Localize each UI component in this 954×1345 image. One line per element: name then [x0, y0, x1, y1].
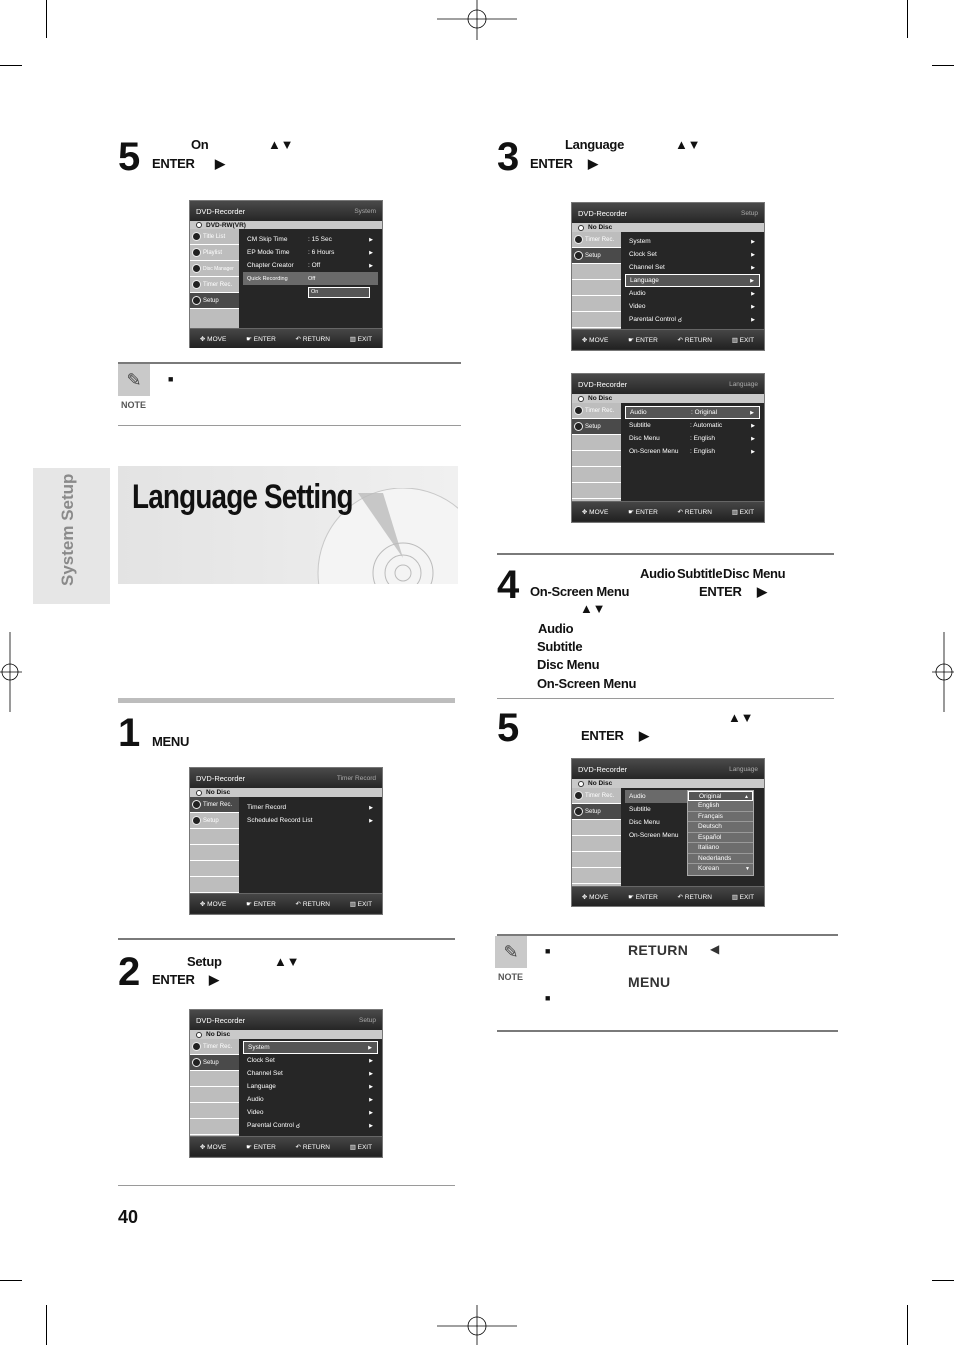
disc-status: No Disc [206, 1031, 231, 1038]
crop-mark [932, 1280, 954, 1281]
list-item: On-Screen Menu [537, 676, 637, 691]
language-option: Italiano [688, 843, 753, 854]
osd-row-selected: Audio [625, 790, 689, 803]
registration-mark [437, 1305, 517, 1345]
osd-footer-return: ↶ RETURN [677, 508, 712, 516]
divider [118, 425, 461, 426]
scroll-up-icon: ▲ [744, 794, 749, 800]
osd-footer-enter: ☛ ENTER [628, 893, 658, 901]
scroll-down-icon: ▼ [745, 866, 750, 872]
osd-side-item: Timer Rec. [572, 403, 621, 419]
lock-icon: ☌ [295, 1122, 301, 1130]
divider [118, 698, 455, 703]
keyword: ENTER [152, 972, 195, 987]
osd-footer-enter: ☛ ENTER [246, 335, 276, 343]
right-arrow-icon: ▶ [639, 728, 649, 743]
osd-side-item: Disc Manager [190, 261, 239, 277]
osd-row-selected: Quick Recording Off [243, 272, 378, 285]
disc-status: No Disc [588, 224, 613, 231]
disc-icon [578, 396, 584, 402]
section-banner [118, 466, 458, 584]
osd-row: On-Screen Menu [629, 832, 679, 839]
list-item: Disc Menu [537, 657, 600, 672]
registration-mark [437, 0, 517, 40]
disc-status: No Disc [588, 395, 613, 402]
osd-side-item [572, 296, 621, 312]
language-option: Français [688, 812, 753, 823]
osd-footer-return: ↶ RETURN [295, 335, 330, 343]
osd-row: On-Screen Menu : English ▶ [629, 448, 755, 455]
osd-setup-screen [571, 202, 765, 351]
keyword: Audio [640, 566, 676, 581]
osd-side-item [572, 451, 621, 467]
language-option: English [688, 801, 753, 812]
timer-icon [192, 800, 201, 809]
language-option: Nederlands [688, 854, 753, 865]
osd-footer-return: ↶ RETURN [677, 336, 712, 344]
osd-side-item-active: Setup [190, 293, 239, 309]
osd-footer-return: ↶ RETURN [295, 900, 330, 908]
keyword-menu: MENU [628, 974, 671, 990]
keyword: Disc Menu [723, 566, 786, 581]
disc-status: No Disc [588, 780, 613, 787]
osd-language-options-screen [571, 758, 765, 907]
osd-side-item [572, 820, 621, 836]
crop-mark [0, 65, 22, 66]
timer-icon [574, 235, 583, 244]
lock-icon: ☌ [677, 316, 683, 324]
osd-row: Parental Control ☌ ▶ [247, 1122, 373, 1130]
osd-footer-exit: ▥ EXIT [731, 508, 755, 516]
osd-side-item: Timer Rec. [572, 788, 621, 804]
sidebar-tab [33, 468, 110, 604]
gear-icon [574, 807, 583, 816]
crop-mark [932, 65, 954, 66]
osd-row: Video ▶ [247, 1109, 373, 1116]
keyword: On-Screen Menu [530, 584, 630, 599]
keyword: MENU [152, 734, 190, 749]
osd-row-selected: Audio : Original ▶ [625, 406, 760, 419]
keyword: On [191, 137, 209, 152]
keyword: Setup [187, 954, 222, 969]
osd-setup-screen [189, 1009, 383, 1158]
osd-row: System ▶ [629, 238, 755, 245]
crop-mark [0, 1280, 22, 1281]
divider [497, 553, 834, 555]
crop-mark [46, 0, 47, 38]
osd-footer-exit: ▥ EXIT [349, 335, 373, 343]
note-label: NOTE [121, 400, 147, 410]
osd-side-item [572, 280, 621, 296]
osd-footer-return: ↶ RETURN [677, 893, 712, 901]
language-options-list [687, 790, 754, 876]
note-bullet: ■ [168, 374, 174, 384]
osd-footer-move: ✥ MOVE [199, 1143, 227, 1151]
arrow-keys-icon: ▲▼ [675, 137, 701, 152]
osd-footer-exit: ▥ EXIT [731, 893, 755, 901]
list-item: Audio [538, 621, 574, 636]
osd-row: Disc Menu [629, 819, 660, 826]
disc-status: No Disc [206, 789, 231, 796]
crop-mark [46, 1305, 47, 1345]
step-number: 5 [497, 706, 519, 750]
osd-side-item [190, 829, 239, 845]
osd-side-item [572, 467, 621, 483]
osd-footer-return: ↶ RETURN [295, 1143, 330, 1151]
osd-side-item [572, 483, 621, 499]
divider [497, 934, 838, 936]
title-list-icon [192, 232, 201, 241]
step-number: 3 [497, 135, 519, 179]
osd-footer-move: ✥ MOVE [581, 508, 609, 516]
osd-footer-enter: ☛ ENTER [628, 336, 658, 344]
osd-row: Scheduled Record List ▶ [247, 817, 373, 824]
osd-row-selected: Language ▶ [625, 274, 760, 287]
right-arrow-icon: ▶ [209, 972, 219, 987]
keyword: ENTER [581, 728, 624, 743]
osd-side-item [190, 861, 239, 877]
osd-row: Timer Record ▶ [247, 804, 373, 811]
keyword: ENTER [152, 156, 195, 171]
osd-row: Clock Set ▶ [629, 251, 755, 258]
osd-title: DVD-Recorder [578, 379, 628, 389]
keyword: ENTER [699, 584, 742, 599]
osd-side-item: Timer Rec. [190, 1039, 239, 1055]
osd-side-item [572, 852, 621, 868]
gear-icon [192, 816, 201, 825]
osd-row: Audio ▶ [629, 290, 755, 297]
osd-side-item: Timer Rec. [572, 232, 621, 248]
osd-footer-exit: ▥ EXIT [731, 336, 755, 344]
osd-side-item-active: Setup [572, 248, 621, 264]
arrow-keys-icon: ▲▼ [580, 601, 606, 616]
osd-footer-move: ✥ MOVE [199, 900, 227, 908]
step-number: 4 [497, 563, 519, 607]
osd-side-item [572, 312, 621, 328]
osd-side-item-active: Timer Rec. [190, 797, 239, 813]
disc-status: DVD-RW(VR) [206, 221, 246, 229]
osd-row: Parental Control ☌ ▶ [629, 316, 755, 324]
osd-footer-move: ✥ MOVE [581, 893, 609, 901]
osd-row: Chapter Creator : Off ▶ [247, 262, 373, 269]
osd-title: DVD-Recorder [196, 206, 246, 216]
right-arrow-icon: ▶ [757, 584, 767, 599]
osd-title: DVD-Recorder [196, 773, 246, 783]
osd-side-item [572, 435, 621, 451]
osd-side-item [572, 868, 621, 884]
arrow-keys-icon: ▲▼ [274, 954, 300, 969]
sidebar-tab-label: System Setup [58, 473, 77, 586]
timer-icon [574, 406, 583, 415]
osd-row: CM Skip Time : 15 Sec ▶ [247, 236, 373, 243]
language-option-selected: Original ▲ [688, 791, 753, 801]
osd-side-item: Setup [190, 813, 239, 829]
osd-menu-name: System [354, 207, 376, 215]
gear-icon [192, 1058, 201, 1067]
osd-side-item: Timer Rec. [190, 277, 239, 293]
gear-icon [192, 296, 201, 305]
osd-row: Subtitle : Automatic ▶ [629, 422, 755, 429]
osd-footer-exit: ▥ EXIT [349, 1143, 373, 1151]
language-option: Deutsch [688, 822, 753, 833]
note-label: NOTE [498, 972, 524, 982]
page-number: 40 [118, 1207, 139, 1227]
divider [118, 1185, 455, 1186]
timer-icon [574, 791, 583, 800]
divider [118, 362, 461, 364]
osd-title: DVD-Recorder [578, 208, 628, 218]
osd-row: Subtitle [629, 806, 651, 813]
step-number: 2 [118, 950, 140, 994]
osd-footer-enter: ☛ ENTER [246, 900, 276, 908]
registration-mark [0, 632, 22, 712]
disc-icon [196, 790, 202, 796]
osd-option-on: On [308, 287, 370, 298]
divider [497, 698, 834, 699]
osd-side-item-active: Setup [572, 419, 621, 435]
osd-menu-name: Language [729, 380, 758, 388]
note-bullet: ■ [545, 993, 551, 1003]
osd-menu-name: Setup [741, 209, 758, 217]
note-bullet: ■ [545, 946, 551, 956]
page-title: Language Setting [132, 478, 353, 516]
left-arrow-icon: ◀ [710, 942, 720, 956]
timer-icon [192, 1042, 201, 1051]
osd-side-item [572, 836, 621, 852]
osd-menu-name: Setup [359, 1016, 376, 1024]
osd-row: Audio ▶ [247, 1096, 373, 1103]
timer-icon [192, 280, 201, 289]
osd-side-item [572, 264, 621, 280]
osd-row: Disc Menu : English ▶ [629, 435, 755, 442]
arrow-keys-icon: ▲▼ [728, 710, 754, 725]
divider [497, 1030, 838, 1032]
disc-icon [196, 222, 202, 228]
crop-mark [907, 1305, 908, 1345]
osd-side-item [190, 1087, 239, 1103]
gear-icon [574, 251, 583, 260]
right-arrow-icon: ▶ [215, 156, 225, 171]
osd-side-item-active: Setup [572, 804, 621, 820]
osd-title: DVD-Recorder [196, 1015, 246, 1025]
osd-row-selected: System ▶ [243, 1041, 378, 1054]
osd-footer-exit: ▥ EXIT [349, 900, 373, 908]
osd-side-item [190, 845, 239, 861]
osd-side-item: Playlist [190, 245, 239, 261]
osd-menu-name: Language [729, 765, 758, 773]
disc-icon [578, 781, 584, 787]
osd-system-screen [189, 200, 383, 348]
divider [118, 938, 455, 940]
osd-footer-enter: ☛ ENTER [628, 508, 658, 516]
osd-side-item-active: Setup [190, 1055, 239, 1071]
keyword-return: RETURN [628, 942, 689, 958]
osd-title: DVD-Recorder [578, 764, 628, 774]
osd-language-screen [571, 373, 765, 523]
gear-icon [574, 422, 583, 431]
step-number: 5 [118, 135, 140, 179]
osd-side-item [190, 1103, 239, 1119]
disc-icon [578, 225, 584, 231]
list-item: Subtitle [537, 639, 583, 654]
osd-footer-move: ✥ MOVE [199, 335, 227, 343]
pencil-icon: ✎ [495, 936, 527, 968]
registration-mark [932, 632, 954, 712]
osd-side-item: Title List [190, 229, 239, 245]
osd-side-item [190, 1071, 239, 1087]
osd-row: Clock Set ▶ [247, 1057, 373, 1064]
playlist-icon [192, 248, 201, 257]
osd-row: Language ▶ [247, 1083, 373, 1090]
disc-manager-icon [192, 264, 201, 273]
pencil-icon: ✎ [118, 364, 150, 396]
language-option: Español [688, 833, 753, 844]
keyword: Subtitle [677, 566, 723, 581]
osd-row: EP Mode Time : 6 Hours ▶ [247, 249, 373, 256]
osd-side-item [190, 877, 239, 893]
right-arrow-icon: ▶ [588, 156, 598, 171]
osd-row: Channel Set ▶ [629, 264, 755, 271]
osd-footer-move: ✥ MOVE [581, 336, 609, 344]
keyword: ENTER [530, 156, 573, 171]
osd-side-item [190, 1119, 239, 1135]
arrow-keys-icon: ▲▼ [268, 137, 294, 152]
crop-mark [907, 0, 908, 38]
keyword: Language [565, 137, 624, 152]
osd-row: Channel Set ▶ [247, 1070, 373, 1077]
osd-footer-enter: ☛ ENTER [246, 1143, 276, 1151]
language-option: Korean ▼ [698, 865, 750, 872]
osd-row: Video ▶ [629, 303, 755, 310]
disc-icon [196, 1032, 202, 1038]
step-number: 1 [118, 711, 140, 755]
osd-menu-name: Timer Record [336, 774, 376, 782]
osd-timer-screen [189, 767, 383, 915]
